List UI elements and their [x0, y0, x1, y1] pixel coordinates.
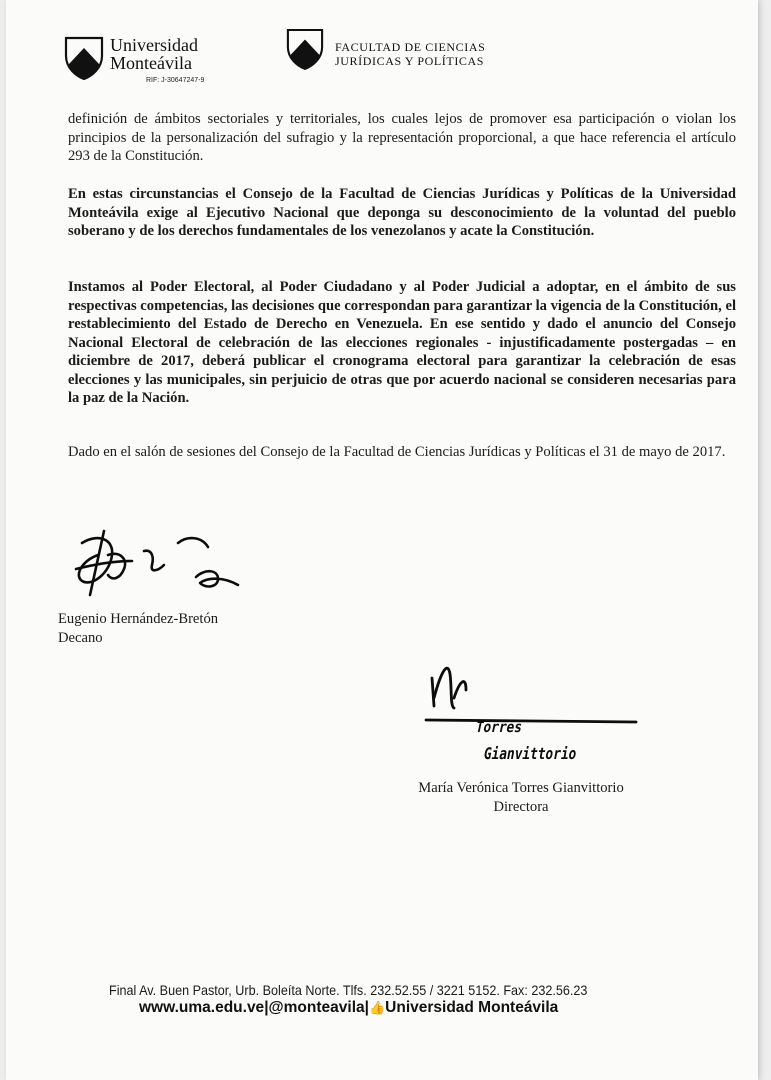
- footer-website: www.uma.edu.ve: [139, 999, 265, 1016]
- paragraph-1: definición de ámbitos sectoriales y territoriales, los cuales lejos de promover esa participación o violan los principios de la personalización del sufragio y la representación proporcional, a que hace referencia el artículo 293 de la Constitución.: [68, 111, 736, 164]
- dean-title: Decano: [58, 630, 103, 646]
- university-logo: [64, 30, 214, 85]
- footer-social: @monteavila: [268, 999, 365, 1016]
- handwritten-surname-1: Torres: [474, 718, 524, 736]
- dean-signature-image: [68, 525, 268, 610]
- director-signature-block: [396, 779, 646, 817]
- paragraph-2: En estas circunstancias el Consejo de la Facultad de Ciencias Jurídicas y Políticas de la Universidad Monteávila exige al Ejecutivo Nacional que deponga su desconocimiento de la voluntad del pueblo soberano y de los derechos fundamentales de los venezolanos y acate la Constitución.: [68, 186, 736, 239]
- paragraph-4: Dado en el salón de sesiones del Consejo de la Facultad de Ciencias Jurídicas y Políticas el 31 de mayo de 2017.: [68, 444, 726, 460]
- dean-name: Eugenio Hernández-Bretón: [58, 611, 219, 627]
- footer-brand: Universidad Monteávila: [385, 999, 559, 1016]
- rif-number: RIF: J-30647247-9: [146, 77, 205, 84]
- director-title: Directora: [493, 799, 549, 815]
- paragraph-3: Instamos al Poder Electoral, al Poder Ciudadano y al Poder Judicial a adoptar, en el ámbito de sus respectivas competencias, las decisiones que correspondan para garantizar la vigencia de la Constitución, el restablecimiento del Estado de Derecho en Venezuela. En ese sentido y dado el anuncio del Consejo Nacional Electoral de celebración de las elecciones regionales - injustificadamente postergadas – en diciembre de 2017, deberá publicar el cronograma electoral para garantizar la celebración de esas elecciones y las municipales, sin perjuicio de otras que por acuerdo nacional se consideren necesarias para la paz de la Nación.: [68, 279, 736, 406]
- document-page: [6, 0, 758, 1080]
- faculty-logo: [286, 28, 526, 78]
- shield-icon: [64, 36, 104, 80]
- footer-address: Final Av. Buen Pastor, Urb. Boleíta Norte. Tlfs. 232.52.55 / 3221 5152. Fax: 232.56.23: [109, 982, 588, 998]
- footer-separator: |: [264, 999, 269, 1016]
- dean-signature-block: [58, 610, 218, 648]
- director-name: María Verónica Torres Gianvittorio: [418, 780, 624, 796]
- faculty-name: FACULTAD DE CIENCIAS JURÍDICAS Y POLÍTICAS: [335, 40, 486, 68]
- thumbs-up-icon: 👍: [368, 1000, 386, 1015]
- shield-icon: [286, 28, 324, 70]
- university-name: Universidad Monteávila: [110, 35, 198, 73]
- footer-contact: [139, 999, 558, 1017]
- handwritten-surname-2: Gianvittorio: [482, 744, 579, 763]
- footer-separator: |: [364, 999, 369, 1016]
